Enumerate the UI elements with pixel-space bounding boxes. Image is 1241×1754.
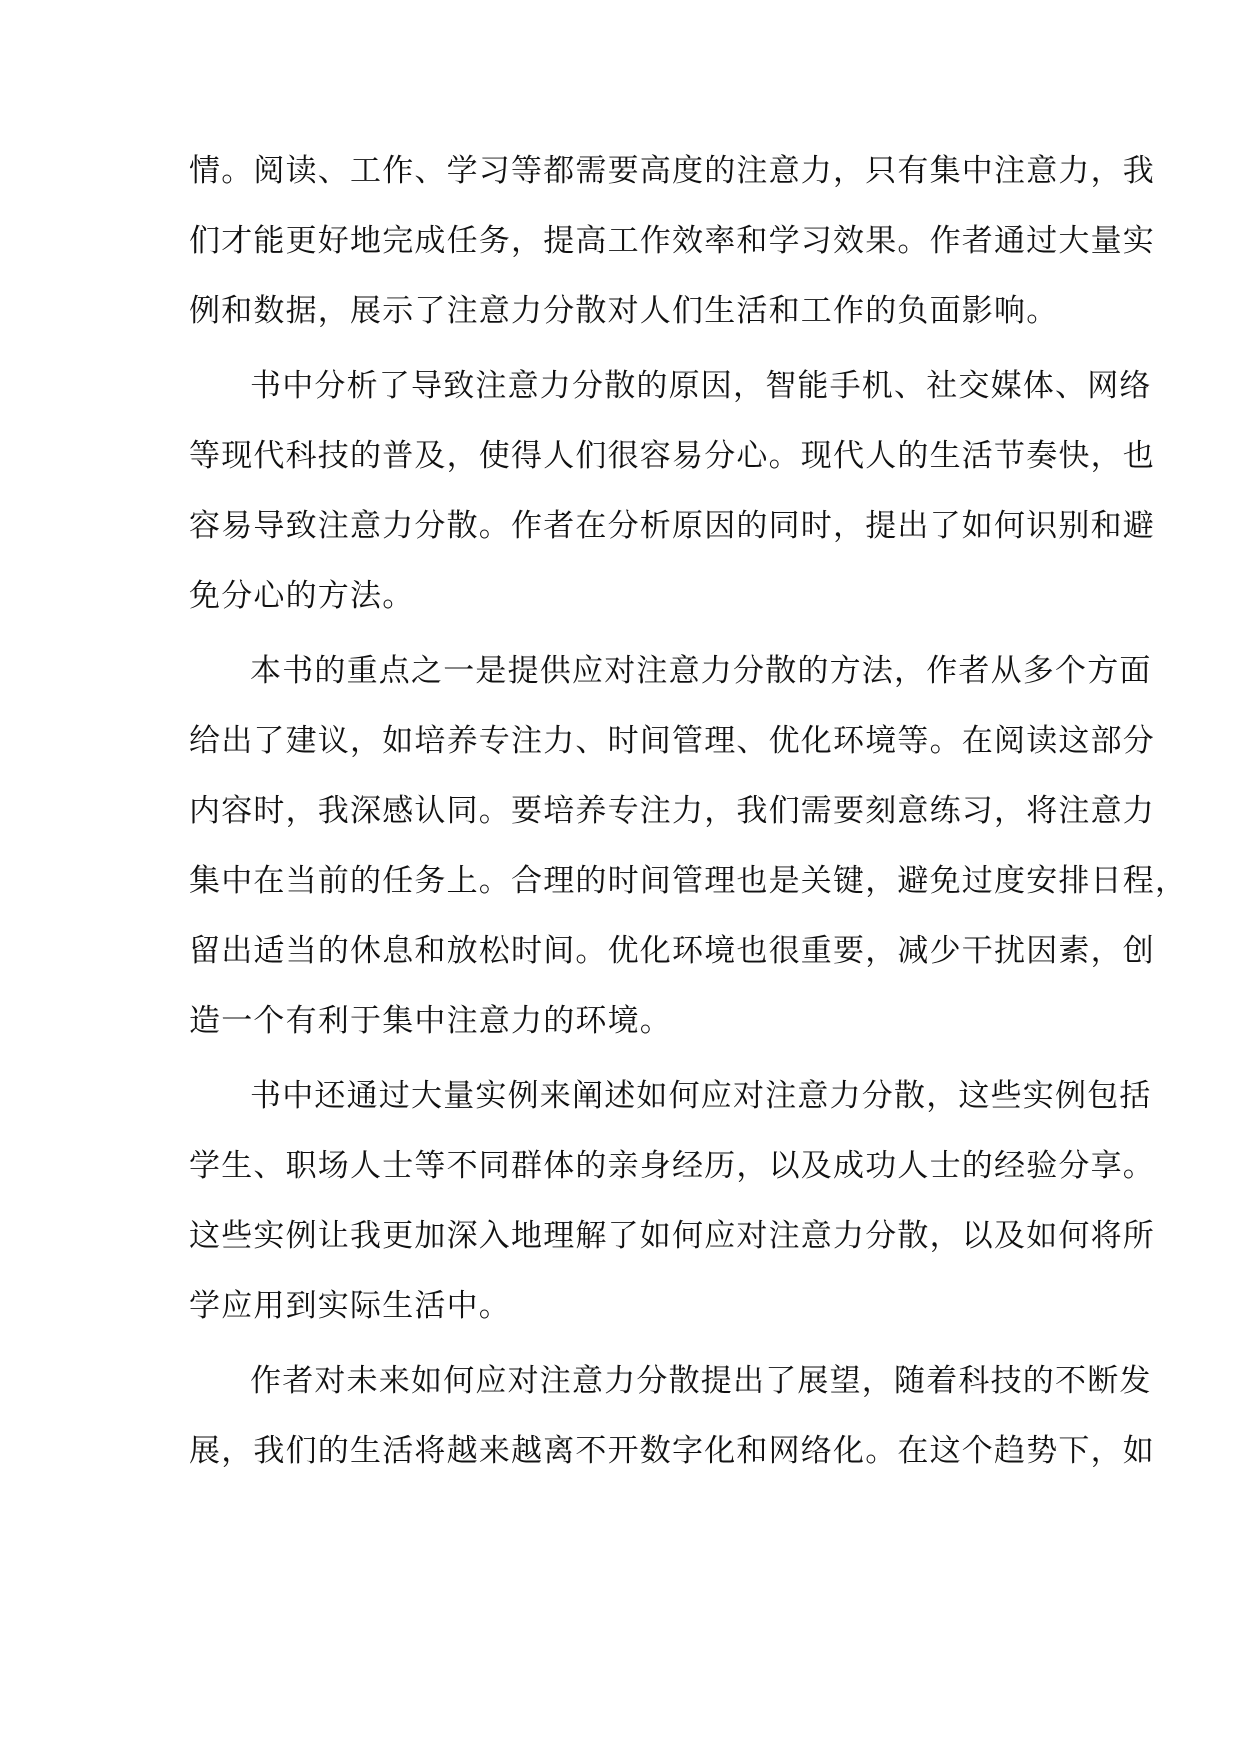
text-line: 造一个有利于集中注意力的环境。 <box>189 1003 672 1039</box>
text-line: 例和数据，展示了注意力分散对人们生活和工作的负面影响。 <box>189 293 1059 329</box>
text-line: 留出适当的休息和放松时间。优化环境也很重要，减少干扰因素，创 <box>189 933 1155 969</box>
paragraph-first-line: 作者对未来如何应对注意力分散提出了展望，随着科技的不断发 <box>250 1363 1152 1399</box>
paragraph-first-line: 书中还通过大量实例来阐述如何应对注意力分散，这些实例包括 <box>250 1078 1152 1114</box>
text-line: 给出了建议，如培养专注力、时间管理、优化环境等。在阅读这部分 <box>189 723 1155 759</box>
text-line: 等现代科技的普及，使得人们很容易分心。现代人的生活节奏快，也 <box>189 438 1155 474</box>
text-line: 内容时，我深感认同。要培养专注力，我们需要刻意练习，将注意力 <box>189 793 1155 829</box>
paragraph-first-line: 本书的重点之一是提供应对注意力分散的方法，作者从多个方面 <box>250 653 1152 689</box>
text-line: 这些实例让我更加深入地理解了如何应对注意力分散，以及如何将所 <box>189 1218 1155 1254</box>
text-line: 集中在当前的任务上。合理的时间管理也是关键，避免过度安排日程， <box>189 863 1188 899</box>
text-line: 展，我们的生活将越来越离不开数字化和网络化。在这个趋势下，如 <box>189 1433 1155 1469</box>
text-line: 学生、职场人士等不同群体的亲身经历，以及成功人士的经验分享。 <box>189 1148 1155 1184</box>
text-line: 容易导致注意力分散。作者在分析原因的同时，提出了如何识别和避 <box>189 508 1155 544</box>
text-line: 免分心的方法。 <box>189 578 415 614</box>
paragraph-first-line: 书中分析了导致注意力分散的原因，智能手机、社交媒体、网络 <box>250 368 1152 404</box>
text-line: 学应用到实际生活中。 <box>189 1288 511 1324</box>
text-line: 情。阅读、工作、学习等都需要高度的注意力，只有集中注意力，我 <box>189 153 1155 189</box>
text-line: 们才能更好地完成任务，提高工作效率和学习效果。作者通过大量实 <box>189 223 1155 259</box>
